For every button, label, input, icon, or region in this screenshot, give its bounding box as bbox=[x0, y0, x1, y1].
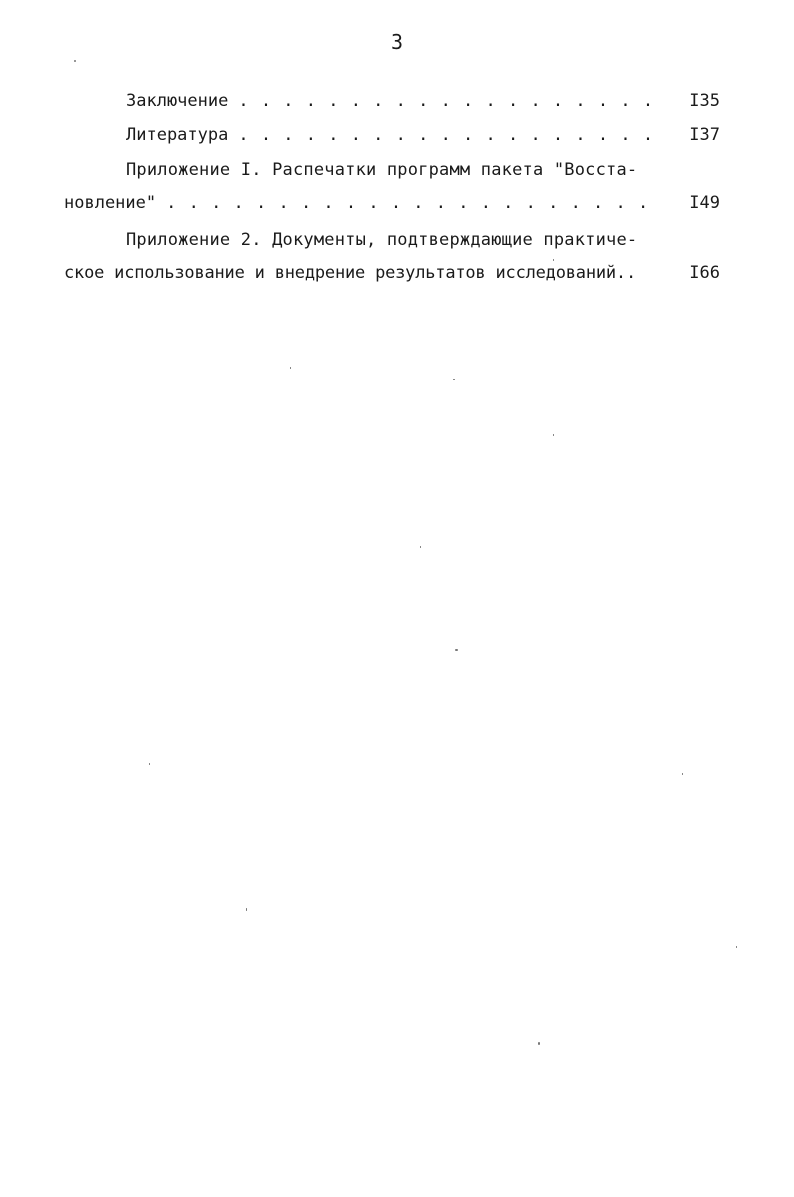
page-number: 3 bbox=[390, 30, 404, 54]
toc-page-appendix1: I49 bbox=[689, 193, 720, 213]
scan-speck bbox=[553, 434, 554, 436]
scan-speck bbox=[290, 367, 291, 369]
toc-appendix2-line1: Приложение 2. Документы, подтверждающие практиче- bbox=[126, 230, 638, 250]
scan-speck bbox=[455, 649, 458, 651]
scan-speck bbox=[74, 60, 76, 62]
scan-speck bbox=[246, 908, 247, 911]
toc-row-literature bbox=[126, 124, 660, 146]
scan-speck bbox=[453, 379, 455, 380]
toc-appendix1-line2: новление" bbox=[64, 193, 157, 213]
scan-speck bbox=[538, 1042, 540, 1045]
toc-leader-dots bbox=[228, 90, 660, 112]
toc-row-conclusion bbox=[126, 90, 660, 112]
toc-page-conclusion: I35 bbox=[689, 91, 720, 111]
scan-speck bbox=[736, 946, 737, 948]
toc-leader-dots bbox=[228, 124, 660, 146]
toc-appendix2-line2: ское использование и внедрение результатов исследований.. bbox=[64, 263, 636, 283]
scan-speck bbox=[149, 763, 150, 765]
scan-speck bbox=[682, 773, 683, 775]
toc-row-appendix1 bbox=[64, 192, 660, 214]
toc-leader-dots bbox=[156, 192, 660, 214]
toc-title-literature: Литература bbox=[126, 125, 229, 145]
toc-page-appendix2: I66 bbox=[689, 263, 720, 283]
scan-speck bbox=[420, 546, 421, 548]
scan-speck bbox=[553, 259, 554, 261]
toc-page-literature: I37 bbox=[689, 125, 720, 145]
toc-title-conclusion: Заключение bbox=[126, 91, 229, 111]
toc-appendix1-line1: Приложение I. Распечатки программ пакета "Восста- bbox=[126, 160, 638, 180]
